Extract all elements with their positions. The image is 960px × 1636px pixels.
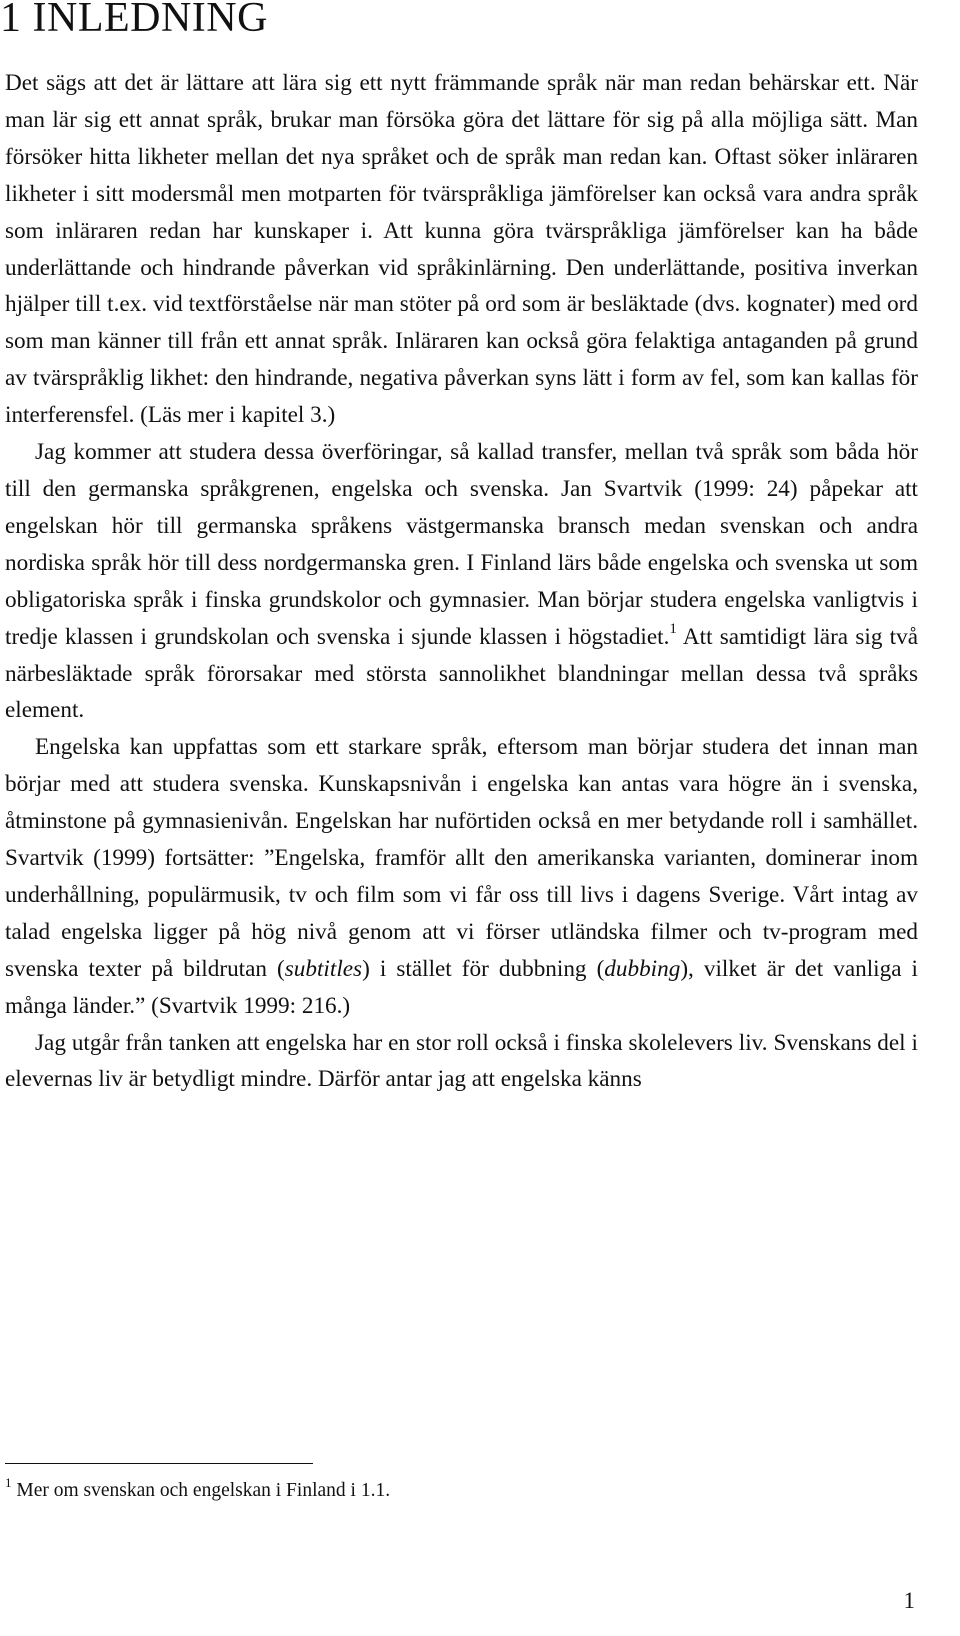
body-text [5,65,918,1098]
page-number: 1 [903,1588,915,1613]
paragraph [5,1025,918,1099]
paragraph [5,729,918,1024]
paragraph-text: ) i stället för dubbning ( [362,955,605,982]
footnote-separator [5,1463,313,1464]
chapter-heading: 1 INLEDNING [0,0,268,41]
footnote [5,1476,905,1506]
paragraph-text: Det sägs att det är lättare att lära sig ett nytt främmande språk när man redan behärskar ett. När man lär sig ett annat språk, brukar man försöka göra det lättare för sig på alla möjliga sätt. Man försöker hitta likheter mellan det nya språket och de språk man redan kan. Oftast söker inläraren likheter i sitt modersmål men motparten för tvärspråkliga jämförelser kan också vara andra språk som inläraren redan har kunskaper i. Att kunna göra tvärspråkliga jämförelser kan ha både underlättande och hindrande påverkan vid språkinlärning. Den underlättande, positiva inverkan hjälper till t.ex. vid textförståelse när man stöter på ord som är besläktade (dvs. kognater) med ord som man känner till från ett annat språk. Inläraren kan också göra felaktiga antaganden på grund av tvärspråklig likhet: den hindrande, negativa påverkan syns lätt i form av fel, som kan kallas för interferensfel. (Läs mer i kapitel 3.) [5,70,918,429]
footnote-text: Mer om svenskan och engelskan i Finland i 1.1. [11,1480,391,1501]
paragraph-text: Jag utgår från tanken att engelska har en stor roll också i finska skolelevers liv. Svenskans del i elevernas liv är betydligt mindre. Därför antar jag att engelska känns [5,1029,918,1093]
paragraph [5,434,918,729]
paragraph-text: Engelska kan uppfattas som ett starkare språk, eftersom man börjar studera det innan man börjar med att studera svenska. Kunskapsnivån i engelska kan antas vara högre än i svenska, åtminstone på gymnasienivån. Engelskan har nuförtiden också en mer betydande roll i samhället. Svartvik (1999) fortsätter: ”Engelska, framför allt den amerikanska varianten, dominerar inom underhållning, populärmusik, tv och film som vi får oss till livs i dagens Sverige. Vårt intag av talad engelska ligger på hög nivå genom att vi förser utländska filmer och tv-program med svenska texter på bildrutan ( [5,734,918,982]
italic-term: subtitles [284,955,363,982]
paragraph-text: ), vilket är det vanliga i många länder.” (Svartvik 1999: 216.) [5,955,918,1019]
footnote-reference: 1 [669,620,677,637]
italic-term: dubbing [604,955,681,982]
footnote-marker: 1 [5,1475,12,1490]
paragraph-text: Jag kommer att studera dessa överföringar, så kallad transfer, mellan två språk som båda hör till den germanska språkgrenen, engelska och svenska. Jan Svartvik (1999: 24) påpekar att engelskan hör till germanska språkens västgermanska bransch medan svenskan och andra nordiska språk hör till dess nordgermanska gren. I Finland lärs både engelska och svenska ut som obligatoriska språk i finska grundskolor och gymnasier. Man börjar studera engelska vanligtvis i tredje klassen i grundskolan och svenska i sjunde klassen i högstadiet. [5,439,918,650]
paragraph [5,65,918,434]
paragraph-text: Att samtidigt lära sig två närbesläktade språk förorsakar med största sannolikhet blandningar mellan dessa två språks element. [5,623,918,724]
